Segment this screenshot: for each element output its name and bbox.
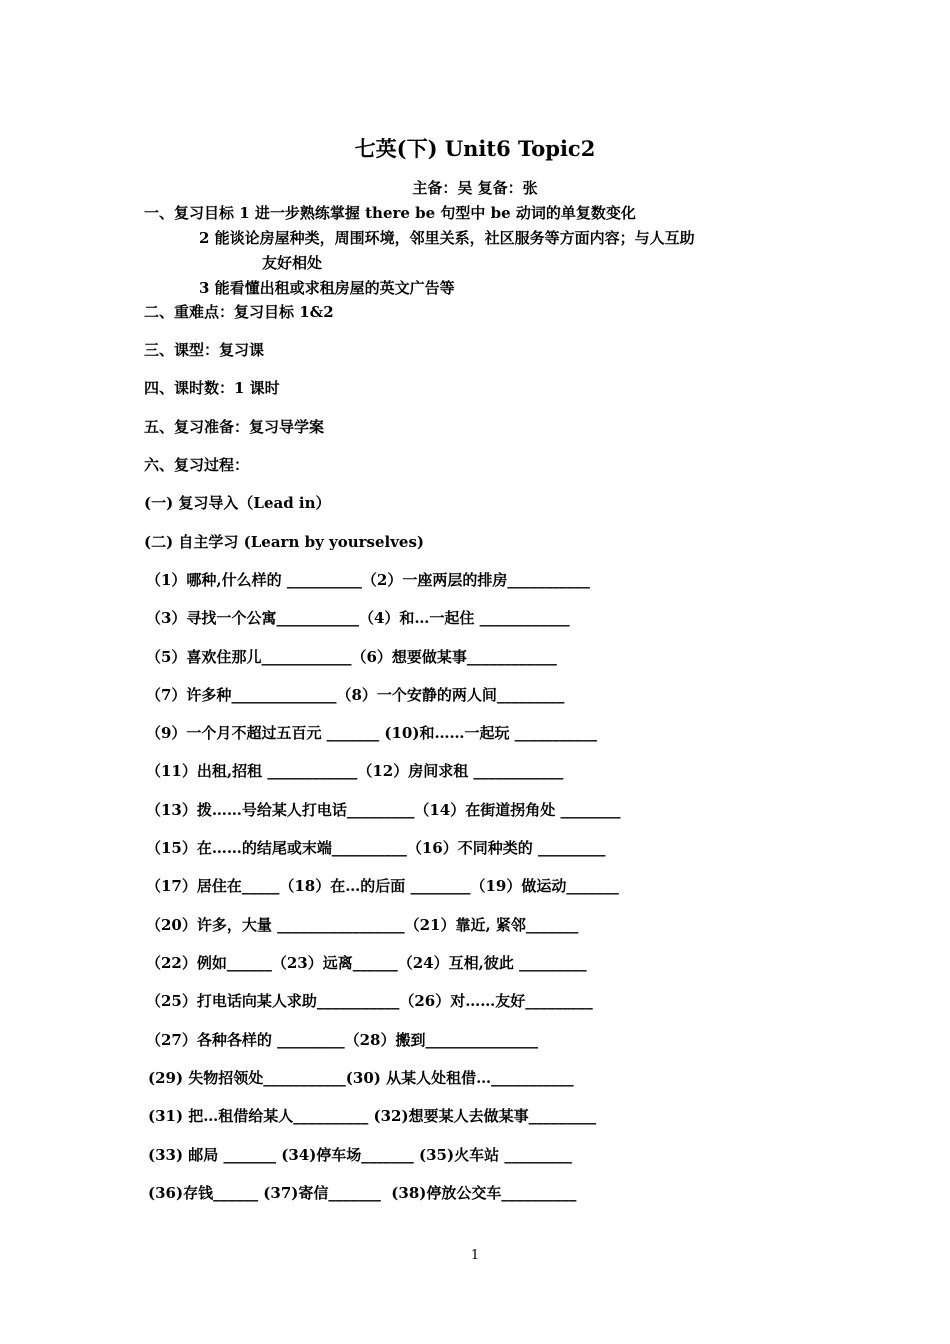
exercise-line: (36)存钱______ (37)寄信_______ (38)停放公交车__________: [148, 1184, 577, 1202]
exercise-line: （11）出租,招租 ____________（12）房间求租 ____________: [146, 762, 564, 780]
goal-2-continued: 友好相处: [262, 254, 323, 272]
exercise-line: （22）例如______（23）远离______（24）互相,彼此 _________: [146, 954, 587, 972]
exercise-line: （15）在……的结尾或末端__________（16）不同种类的 _________: [146, 839, 606, 857]
authors-line: 主备：吴 复备：张: [412, 179, 538, 197]
exercise-line: （20）许多，大量 _________________（21）靠近, 紧邻_______: [146, 916, 579, 934]
step-lead-in: (一) 复习导入（Lead in）: [144, 494, 331, 512]
exercise-line: （13）拨……号给某人打电话_________（14）在街道拐角处 ________: [146, 801, 621, 819]
exercise-line: （1）哪种,什么样的 __________（2）一座两层的排房___________: [146, 571, 590, 589]
exercise-line: （27）各种各样的 _________（28）搬到_______________: [146, 1031, 538, 1049]
exercise-line: （25）打电话向某人求助___________（26）对……友好_________: [146, 992, 593, 1010]
step-self-study: (二) 自主学习 (Learn by yourselves): [144, 533, 425, 551]
key-points: 二、重难点：复习目标 1&2: [144, 303, 334, 321]
page-title: 七英(下) Unit6 Topic2: [354, 136, 596, 161]
goal-1: 一、复习目标 1 进一步熟练掌握 there be 句型中 be 动词的单复数变化: [144, 204, 636, 222]
lesson-type: 三、课型：复习课: [144, 341, 265, 359]
exercise-line: （5）喜欢住那儿____________（6）想要做某事____________: [146, 648, 557, 666]
exercise-line: （17）居住在_____（18）在…的后面 ________（19）做运动_______: [146, 877, 619, 895]
review-process: 六、复习过程：: [144, 456, 250, 474]
goal-2: 2 能谈论房屋种类，周围环境，邻里关系，社区服务等方面内容；与人互助: [199, 229, 695, 247]
review-preparation: 五、复习准备：复习导学案: [144, 418, 325, 436]
exercise-line: (29) 失物招领处___________(30) 从某人处租借…___________: [148, 1069, 574, 1087]
exercise-line: (33) 邮局 _______ (34)停车场_______ (35)火车站 _________: [148, 1146, 572, 1164]
class-hours: 四、课时数：1 课时: [144, 379, 280, 397]
exercise-line: （9）一个月不超过五百元 _______ (10)和……一起玩 ___________: [146, 724, 598, 742]
exercise-line: （3）寻找一个公寓___________（4）和…一起住 ____________: [146, 609, 570, 627]
page-number: 1: [470, 1248, 480, 1263]
goal-3: 3 能看懂出租或求租房屋的英文广告等: [199, 279, 455, 297]
exercise-line: (31) 把…租借给某人__________ (32)想要某人去做某事_________: [148, 1107, 597, 1125]
exercise-line: （7）许多种______________（8）一个安静的两人间_________: [146, 686, 565, 704]
